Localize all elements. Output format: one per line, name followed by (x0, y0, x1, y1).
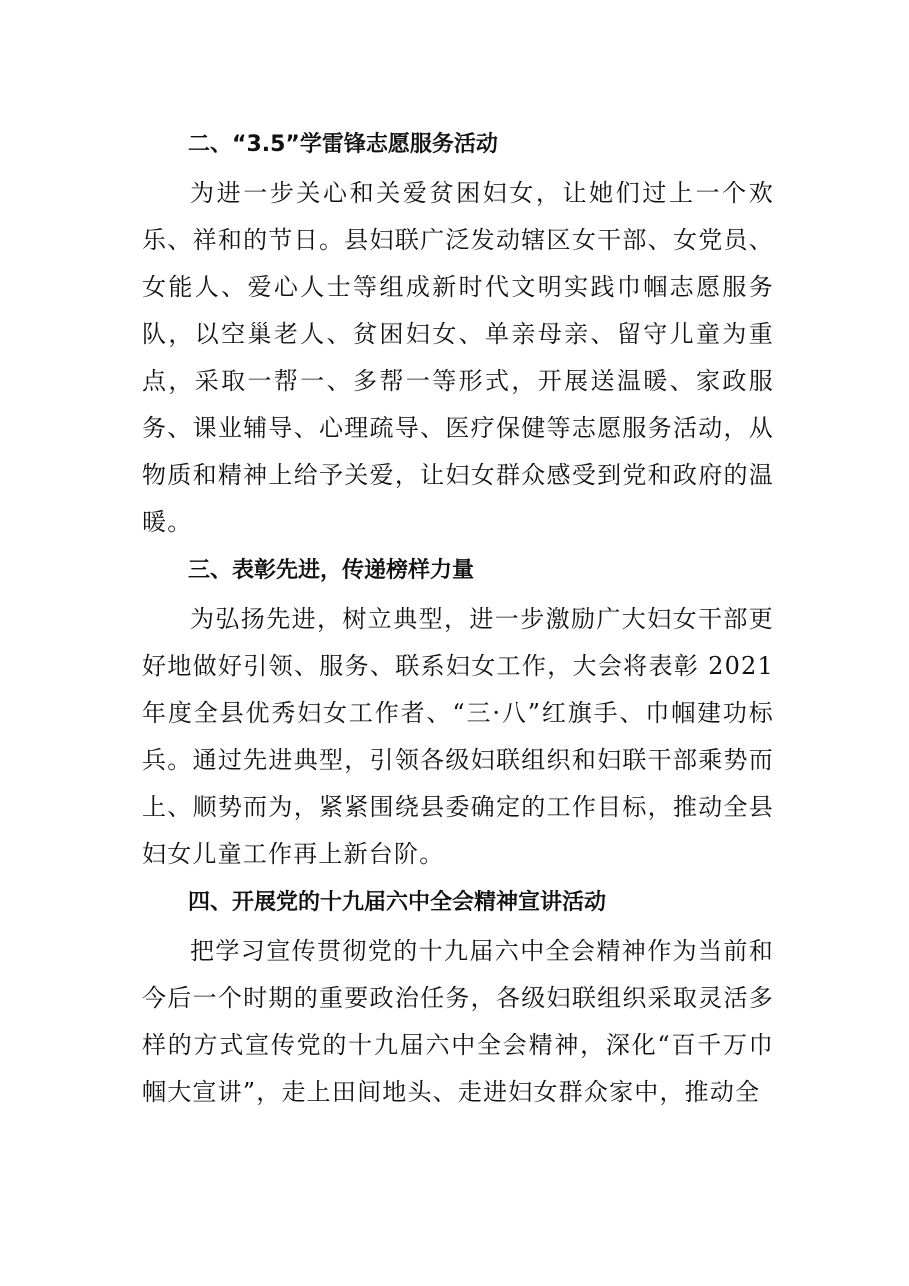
section-2-paragraph: 为进一步关心和关爱贫困妇女，让她们过上一个欢乐、祥和的节日。县妇联广泛发动辖区女干部、女党员、女能人、爱心人士等组成新时代文明实践巾帼志愿服务队，以空巢老人、贫困妇女、单亲母亲、留守儿童为重点，采取一帮一、多帮一等形式，开展送温暖、家政服务、课业辅导、心理疏导、医疗保健等志愿服务活动，从物质和精神上给予关爱，让妇女群众感受到党和政府的温暖。 (142, 179, 774, 536)
section-2-heading: 二、“3.5”学雷锋志愿服务活动 (188, 132, 498, 157)
section-4-paragraph: 把学习宣传贯彻党的十九届六中全会精神作为当前和今后一个时期的重要政治任务，各级妇联组织采取灵活多样的方式宣传党的十九届六中全会精神，深化“百千万巾帼大宣讲”，走上田间地头、走进妇女群众家中，推动全 (142, 937, 774, 1106)
document-body (142, 124, 774, 1116)
section-4-heading: 四、开展党的十九届六中全会精神宣讲活动 (188, 890, 607, 915)
section-3-paragraph: 为弘扬先进，树立典型，进一步激励广大妇女干部更好地做好引领、服务、联系妇女工作，大会将表彰 2021 年度全县优秀妇女工作者、“三·八”红旗手、巾帼建功标兵。通过先进典型，引领各级妇联组织和妇联干部乘势而上、顺势而为，紧紧围绕县委确定的工作目标，推动全县妇女儿童工作再上新台阶。 (142, 605, 774, 868)
section-3-heading: 三、表彰先进，传递榜样力量 (188, 558, 475, 583)
